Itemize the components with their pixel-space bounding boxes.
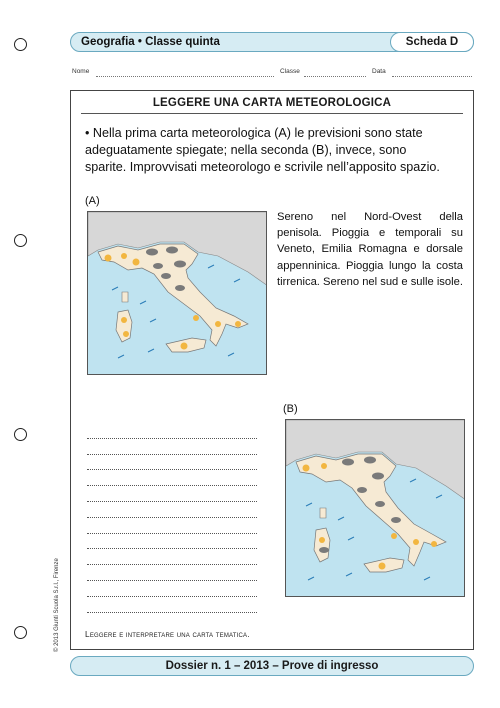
answer-line[interactable] <box>87 502 257 518</box>
date-field[interactable] <box>392 76 472 77</box>
weather-map-a <box>87 211 267 375</box>
name-field[interactable] <box>96 76 274 77</box>
worksheet-frame <box>70 90 474 650</box>
date-label: Data <box>372 68 386 75</box>
answer-line[interactable] <box>87 581 257 597</box>
skill-note: Leggere e interpretare una carta tematica. <box>85 629 250 639</box>
title-divider <box>81 113 463 114</box>
binder-hole-bottom <box>14 626 27 639</box>
instruction-text: • Nella prima carta meteorologica (A) le previsioni sono state adeguatamente spiegate; nella seconda (B), invece, sono sparite. Improvvisati meteorologo e scrivile nell’apposito spazio. <box>85 126 440 174</box>
worksheet-title: LEGGERE UNA CARTA METEOROLOGICA <box>152 97 392 109</box>
answer-line[interactable] <box>87 518 257 534</box>
class-label: Classe <box>280 68 300 75</box>
class-field[interactable] <box>304 76 366 77</box>
binder-hole-top <box>14 38 27 51</box>
answer-line[interactable] <box>87 549 257 565</box>
weather-map-b <box>285 419 465 597</box>
map-a-label: (A) <box>85 195 100 207</box>
sheet-label: Scheda D <box>390 32 474 52</box>
answer-line[interactable] <box>87 439 257 455</box>
subject-label: Geografia • Classe quinta <box>81 36 220 48</box>
answer-lines[interactable] <box>87 423 257 613</box>
answer-line[interactable] <box>87 470 257 486</box>
answer-line[interactable] <box>87 455 257 471</box>
weather-map-b-graphic <box>286 420 465 597</box>
name-label: Nome <box>72 68 90 75</box>
answer-line[interactable] <box>87 486 257 502</box>
answer-line[interactable] <box>87 565 257 581</box>
binder-hole-upper-middle <box>14 234 27 247</box>
map-b-label: (B) <box>283 403 298 415</box>
forecast-text: Sereno nel Nord-Ovest della penisola. Pioggia e temporali su Veneto, Emilia Romagna e dorsale appenninica. Pioggia lungo la costa tirrenica. Sereno nel sud e sulle isole. <box>277 211 463 288</box>
header-bar <box>70 32 474 52</box>
weather-map-a-graphic <box>88 212 267 375</box>
answer-line[interactable] <box>87 534 257 550</box>
answer-line[interactable] <box>87 597 257 613</box>
footer-bar: Dossier n. 1 – 2013 – Prove di ingresso <box>70 656 474 676</box>
copyright-note: © 2013 Giunti Scuola S.r.l., Firenze <box>54 558 60 652</box>
binder-hole-lower-middle <box>14 428 27 441</box>
answer-line[interactable] <box>87 423 257 439</box>
